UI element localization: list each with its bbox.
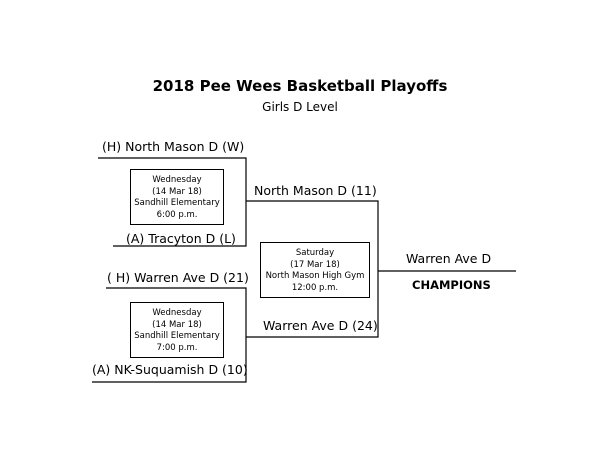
champions-label: CHAMPIONS: [412, 278, 491, 292]
final-bottom-team: Warren Ave D (24): [263, 318, 378, 333]
game2-venue: Sandhill Elementary: [134, 331, 220, 341]
game1-time: 6:00 p.m.: [156, 209, 198, 220]
page-title: 2018 Pee Wees Basketball Playoffs: [152, 77, 448, 95]
game2-info-box: [130, 302, 224, 358]
page-subtitle: Girls D Level: [262, 100, 338, 114]
champion-team: Warren Ave D: [406, 251, 492, 266]
game1-away-team: (A) Tracyton D (L): [126, 231, 236, 246]
final-date: (17 Mar 18): [290, 259, 340, 270]
final-time: 12:00 p.m.: [291, 282, 339, 293]
game1-date: (14 Mar 18): [152, 186, 202, 197]
game1-info-box: [130, 169, 224, 225]
game2-day: Wednesday: [152, 308, 202, 318]
game2-time: 7:00 p.m.: [156, 342, 198, 353]
game1-home-team: (H) North Mason D (W): [102, 139, 245, 154]
game2-date: (14 Mar 18): [152, 319, 202, 330]
final-venue: North Mason High Gym: [265, 271, 365, 281]
game1-day: Wednesday: [152, 175, 202, 185]
final-top-team: North Mason D (11): [254, 183, 377, 198]
game2-home-team: ( H) Warren Ave D (21): [107, 270, 249, 285]
final-info-box: [260, 242, 370, 298]
final-day: Saturday: [295, 248, 335, 258]
game2-away-team: (A) NK-Suquamish D (10): [92, 362, 248, 377]
game1-venue: Sandhill Elementary: [134, 198, 220, 208]
